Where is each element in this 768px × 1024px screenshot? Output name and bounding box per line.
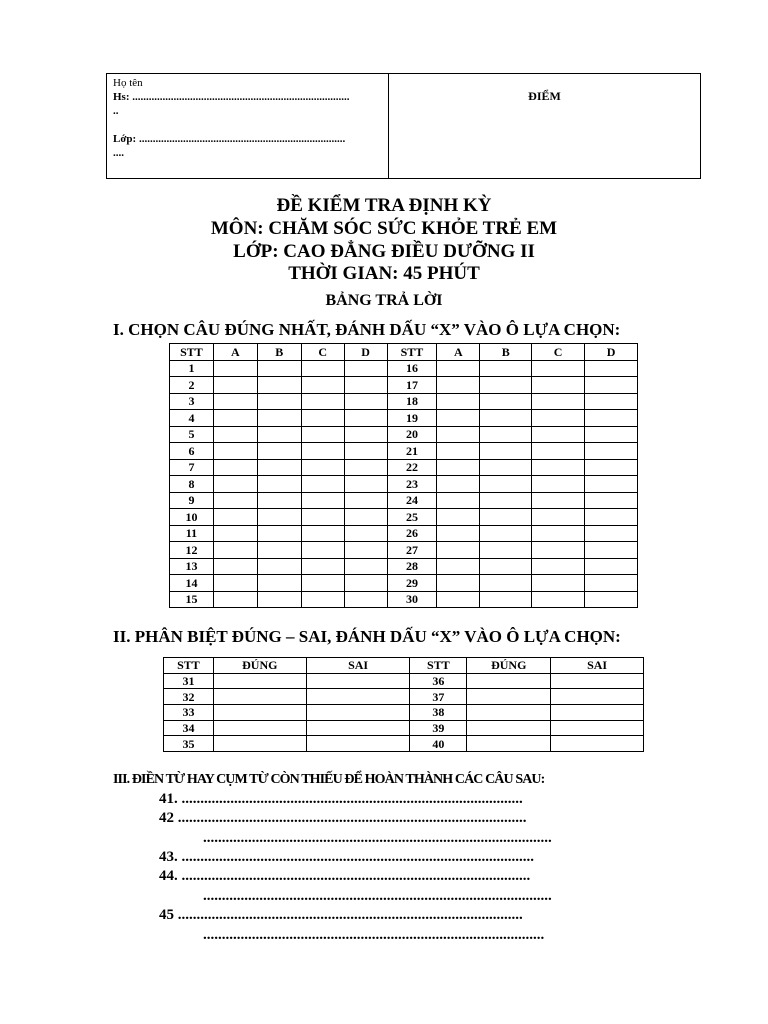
score-cell[interactable]	[389, 74, 700, 178]
answer-cell[interactable]	[344, 575, 387, 592]
table-row	[170, 492, 638, 509]
question-number: 40	[410, 736, 467, 752]
answer-cell[interactable]	[551, 673, 644, 689]
question-number: 31	[164, 673, 214, 689]
answer-cell[interactable]	[585, 542, 638, 559]
answer-cell[interactable]	[585, 426, 638, 443]
answer-cell[interactable]	[585, 558, 638, 575]
fill-line-42[interactable]: 42 .............................................................................................	[159, 810, 527, 826]
question-number: 34	[164, 720, 214, 736]
answer-cell[interactable]	[437, 509, 480, 526]
answer-cell[interactable]	[467, 720, 551, 736]
answer-cell[interactable]	[532, 459, 585, 476]
answer-cell[interactable]	[437, 575, 480, 592]
answer-cell[interactable]	[301, 476, 344, 493]
fill-line-44[interactable]: 44. .............................................................................................	[159, 868, 531, 884]
answer-cell[interactable]	[257, 591, 301, 608]
question-number: 12	[170, 542, 214, 559]
question-number: 2	[170, 377, 214, 394]
fill-line-42-continuation[interactable]: .............................................................................................	[203, 830, 552, 846]
answer-cell[interactable]	[344, 525, 387, 542]
question-number: 32	[164, 689, 214, 705]
answer-cell[interactable]	[306, 720, 410, 736]
answer-sheet-title: BẢNG TRẢ LỜI	[325, 292, 443, 309]
answer-cell[interactable]	[213, 393, 257, 410]
answer-cell[interactable]	[344, 360, 387, 377]
answer-cell[interactable]	[301, 492, 344, 509]
answer-cell[interactable]	[257, 575, 301, 592]
answer-cell[interactable]	[480, 558, 532, 575]
section2-heading: II. PHÂN BIỆT ĐÚNG – SAI, ĐÁNH DẤU “X” VÀO Ô LỰA CHỌN:	[113, 627, 621, 646]
question-number: 23	[387, 476, 437, 493]
answer-cell[interactable]	[437, 591, 480, 608]
answer-cell[interactable]	[532, 509, 585, 526]
question-number: 15	[170, 591, 214, 608]
question-number: 26	[387, 525, 437, 542]
answer-cell[interactable]	[213, 673, 306, 689]
question-number: 35	[164, 736, 214, 752]
answer-cell[interactable]	[480, 443, 532, 460]
answer-cell[interactable]	[257, 509, 301, 526]
duration-title: THỜI GIAN: 45 PHÚT	[288, 263, 480, 284]
answer-cell[interactable]	[301, 542, 344, 559]
answer-cell[interactable]	[213, 591, 257, 608]
fill-line-41[interactable]: 41. ...........................................................................................	[159, 791, 523, 807]
tf-header-cell: STT	[164, 658, 214, 674]
tf-header-cell: ĐÚNG	[213, 658, 306, 674]
answer-cell[interactable]	[344, 426, 387, 443]
answer-cell[interactable]	[213, 736, 306, 752]
class-title: LỚP: CAO ĐẲNG ĐIỀU DƯỠNG II	[233, 241, 535, 262]
table-row	[170, 459, 638, 476]
answer-cell[interactable]	[344, 459, 387, 476]
fill-line-44-continuation[interactable]: .............................................................................................	[203, 888, 552, 904]
answer-cell[interactable]	[437, 393, 480, 410]
question-number: 17	[387, 377, 437, 394]
answer-cell[interactable]	[306, 736, 410, 752]
answer-cell[interactable]	[257, 492, 301, 509]
answer-cell[interactable]	[437, 410, 480, 427]
mc-header-cell: A	[213, 344, 257, 361]
answer-cell[interactable]	[585, 525, 638, 542]
student-info-cell	[107, 74, 389, 178]
answer-cell[interactable]	[532, 492, 585, 509]
answer-cell[interactable]	[257, 360, 301, 377]
answer-cell[interactable]	[344, 591, 387, 608]
mc-header-cell: D	[344, 344, 387, 361]
answer-cell[interactable]	[437, 377, 480, 394]
answer-cell[interactable]	[301, 459, 344, 476]
hs-field[interactable]: Hs: ...............................................................................	[113, 91, 350, 103]
answer-cell[interactable]	[257, 426, 301, 443]
answer-cell[interactable]	[344, 492, 387, 509]
answer-cell[interactable]	[257, 542, 301, 559]
answer-cell[interactable]	[437, 542, 480, 559]
answer-cell[interactable]	[257, 558, 301, 575]
question-number: 7	[170, 459, 214, 476]
answer-cell[interactable]	[306, 705, 410, 721]
tf-header-cell: STT	[410, 658, 467, 674]
answer-cell[interactable]	[585, 492, 638, 509]
student-info-box	[106, 73, 701, 179]
answer-cell[interactable]	[257, 525, 301, 542]
answer-cell[interactable]	[585, 360, 638, 377]
question-number: 33	[164, 705, 214, 721]
answer-cell[interactable]	[585, 393, 638, 410]
table-row	[170, 558, 638, 575]
question-number: 19	[387, 410, 437, 427]
class-field[interactable]: Lớp: ...........................................................................	[113, 133, 346, 145]
answer-cell[interactable]	[257, 410, 301, 427]
answer-cell[interactable]	[301, 410, 344, 427]
question-number: 18	[387, 393, 437, 410]
answer-cell[interactable]	[467, 689, 551, 705]
answer-cell[interactable]	[551, 705, 644, 721]
answer-cell[interactable]	[213, 558, 257, 575]
question-number: 3	[170, 393, 214, 410]
true-false-answer-table	[163, 657, 644, 752]
table-row	[170, 509, 638, 526]
answer-cell[interactable]	[301, 426, 344, 443]
question-number: 30	[387, 591, 437, 608]
question-number: 4	[170, 410, 214, 427]
answer-cell[interactable]	[467, 673, 551, 689]
table-row	[170, 591, 638, 608]
answer-cell[interactable]	[532, 525, 585, 542]
question-number: 1	[170, 360, 214, 377]
class-field-continuation: ....	[113, 147, 124, 159]
answer-cell[interactable]	[301, 525, 344, 542]
answer-cell[interactable]	[480, 492, 532, 509]
answer-cell[interactable]	[480, 360, 532, 377]
answer-cell[interactable]	[257, 459, 301, 476]
answer-cell[interactable]	[585, 575, 638, 592]
answer-cell[interactable]	[301, 393, 344, 410]
table-row	[164, 720, 644, 736]
mc-header-cell: B	[480, 344, 532, 361]
answer-cell[interactable]	[532, 360, 585, 377]
answer-cell[interactable]	[532, 426, 585, 443]
answer-cell[interactable]	[551, 736, 644, 752]
table-row	[170, 575, 638, 592]
tf-header-cell: ĐÚNG	[467, 658, 551, 674]
answer-cell[interactable]	[344, 542, 387, 559]
answer-cell[interactable]	[213, 509, 257, 526]
table-row	[164, 689, 644, 705]
answer-cell[interactable]	[213, 377, 257, 394]
answer-cell[interactable]	[437, 492, 480, 509]
answer-cell[interactable]	[213, 476, 257, 493]
answer-cell[interactable]	[532, 410, 585, 427]
answer-cell[interactable]	[306, 673, 410, 689]
answer-cell[interactable]	[585, 509, 638, 526]
answer-cell[interactable]	[480, 393, 532, 410]
answer-cell[interactable]	[213, 525, 257, 542]
answer-cell[interactable]	[480, 476, 532, 493]
question-number: 37	[410, 689, 467, 705]
question-number: 21	[387, 443, 437, 460]
answer-cell[interactable]	[585, 476, 638, 493]
answer-cell[interactable]	[480, 410, 532, 427]
question-number: 25	[387, 509, 437, 526]
question-number: 24	[387, 492, 437, 509]
answer-cell[interactable]	[437, 443, 480, 460]
question-number: 39	[410, 720, 467, 736]
answer-cell[interactable]	[344, 558, 387, 575]
table-row	[170, 525, 638, 542]
answer-cell[interactable]	[213, 720, 306, 736]
answer-cell[interactable]	[532, 558, 585, 575]
subject-title: MÔN: CHĂM SÓC SỨC KHỎE TRẺ EM	[210, 218, 558, 239]
answer-cell[interactable]	[480, 591, 532, 608]
question-number: 36	[410, 673, 467, 689]
answer-cell[interactable]	[213, 542, 257, 559]
answer-cell[interactable]	[532, 575, 585, 592]
answer-cell[interactable]	[585, 377, 638, 394]
answer-cell[interactable]	[257, 443, 301, 460]
answer-cell[interactable]	[480, 459, 532, 476]
answer-cell[interactable]	[301, 591, 344, 608]
answer-cell[interactable]	[551, 720, 644, 736]
answer-cell[interactable]	[344, 443, 387, 460]
mc-header-cell: D	[585, 344, 638, 361]
answer-cell[interactable]	[213, 705, 306, 721]
mc-header-cell: C	[532, 344, 585, 361]
section1-heading: I. CHỌN CÂU ĐÚNG NHẤT, ĐÁNH DẤU “X” VÀO Ô LỰA CHỌN:	[113, 320, 621, 339]
question-number: 16	[387, 360, 437, 377]
table-row	[170, 476, 638, 493]
answer-cell[interactable]	[257, 476, 301, 493]
mc-header-cell: STT	[387, 344, 437, 361]
table-row	[170, 443, 638, 460]
answer-cell[interactable]	[344, 377, 387, 394]
hs-field-continuation: ..	[113, 105, 119, 117]
question-number: 13	[170, 558, 214, 575]
answer-cell[interactable]	[301, 360, 344, 377]
answer-cell[interactable]	[585, 591, 638, 608]
answer-cell[interactable]	[213, 459, 257, 476]
question-number: 38	[410, 705, 467, 721]
question-number: 9	[170, 492, 214, 509]
answer-cell[interactable]	[437, 426, 480, 443]
question-number: 6	[170, 443, 214, 460]
answer-cell[interactable]	[437, 360, 480, 377]
answer-cell[interactable]	[480, 575, 532, 592]
fill-line-43[interactable]: 43. ..............................................................................................	[159, 849, 534, 865]
table-row	[170, 426, 638, 443]
question-number: 20	[387, 426, 437, 443]
question-number: 14	[170, 575, 214, 592]
answer-cell[interactable]	[585, 410, 638, 427]
answer-cell[interactable]	[532, 476, 585, 493]
answer-cell[interactable]	[467, 736, 551, 752]
fill-line-45-continuation[interactable]: ...........................................................................................	[203, 927, 545, 943]
question-number: 5	[170, 426, 214, 443]
question-number: 28	[387, 558, 437, 575]
answer-cell[interactable]	[213, 443, 257, 460]
score-label: ĐIỂM	[528, 89, 561, 103]
answer-cell[interactable]	[213, 689, 306, 705]
answer-cell[interactable]	[344, 476, 387, 493]
answer-cell[interactable]	[480, 542, 532, 559]
answer-cell[interactable]	[301, 377, 344, 394]
answer-cell[interactable]	[585, 443, 638, 460]
answer-cell[interactable]	[467, 705, 551, 721]
answer-cell[interactable]	[213, 410, 257, 427]
mc-header-cell: A	[437, 344, 480, 361]
question-number: 27	[387, 542, 437, 559]
table-row	[170, 393, 638, 410]
name-label: Họ tên	[113, 77, 143, 89]
answer-cell[interactable]	[437, 525, 480, 542]
question-number: 29	[387, 575, 437, 592]
mc-header-cell: C	[301, 344, 344, 361]
question-number: 8	[170, 476, 214, 493]
answer-cell[interactable]	[532, 377, 585, 394]
fill-line-45[interactable]: 45 ............................................................................................	[159, 907, 523, 923]
answer-cell[interactable]	[480, 426, 532, 443]
answer-cell[interactable]	[437, 476, 480, 493]
answer-cell[interactable]	[213, 492, 257, 509]
answer-cell[interactable]	[213, 575, 257, 592]
table-row	[170, 360, 638, 377]
answer-cell[interactable]	[532, 393, 585, 410]
answer-cell[interactable]	[480, 509, 532, 526]
answer-cell[interactable]	[532, 542, 585, 559]
answer-cell[interactable]	[306, 689, 410, 705]
answer-cell[interactable]	[257, 393, 301, 410]
answer-cell[interactable]	[213, 360, 257, 377]
table-row	[170, 542, 638, 559]
mc-header-cell: STT	[170, 344, 214, 361]
table-row	[164, 673, 644, 689]
answer-cell[interactable]	[301, 575, 344, 592]
section3-heading: III. ĐIỀN TỪ HAY CỤM TỪ CÒN THIẾU ĐỂ HOÀN THÀNH CÁC CÂU SAU:	[113, 772, 545, 787]
answer-cell[interactable]	[301, 509, 344, 526]
answer-cell[interactable]	[437, 558, 480, 575]
table-row	[164, 705, 644, 721]
table-row	[170, 410, 638, 427]
tf-header-cell: SAI	[551, 658, 644, 674]
answer-cell[interactable]	[480, 525, 532, 542]
question-number: 22	[387, 459, 437, 476]
multiple-choice-answer-table	[169, 343, 638, 608]
answer-cell[interactable]	[213, 426, 257, 443]
answer-cell[interactable]	[301, 558, 344, 575]
answer-cell[interactable]	[344, 410, 387, 427]
answer-cell[interactable]	[480, 377, 532, 394]
answer-cell[interactable]	[585, 459, 638, 476]
answer-cell[interactable]	[344, 393, 387, 410]
question-number: 11	[170, 525, 214, 542]
answer-cell[interactable]	[551, 689, 644, 705]
answer-cell[interactable]	[532, 443, 585, 460]
answer-cell[interactable]	[437, 459, 480, 476]
tf-header-cell: SAI	[306, 658, 410, 674]
mc-header-cell: B	[257, 344, 301, 361]
answer-cell[interactable]	[344, 509, 387, 526]
answer-cell[interactable]	[301, 443, 344, 460]
table-row	[164, 736, 644, 752]
question-number: 10	[170, 509, 214, 526]
answer-cell[interactable]	[532, 591, 585, 608]
exam-title: ĐỀ KIỂM TRA ĐỊNH KỲ	[276, 195, 492, 216]
answer-cell[interactable]	[257, 377, 301, 394]
table-row	[170, 377, 638, 394]
